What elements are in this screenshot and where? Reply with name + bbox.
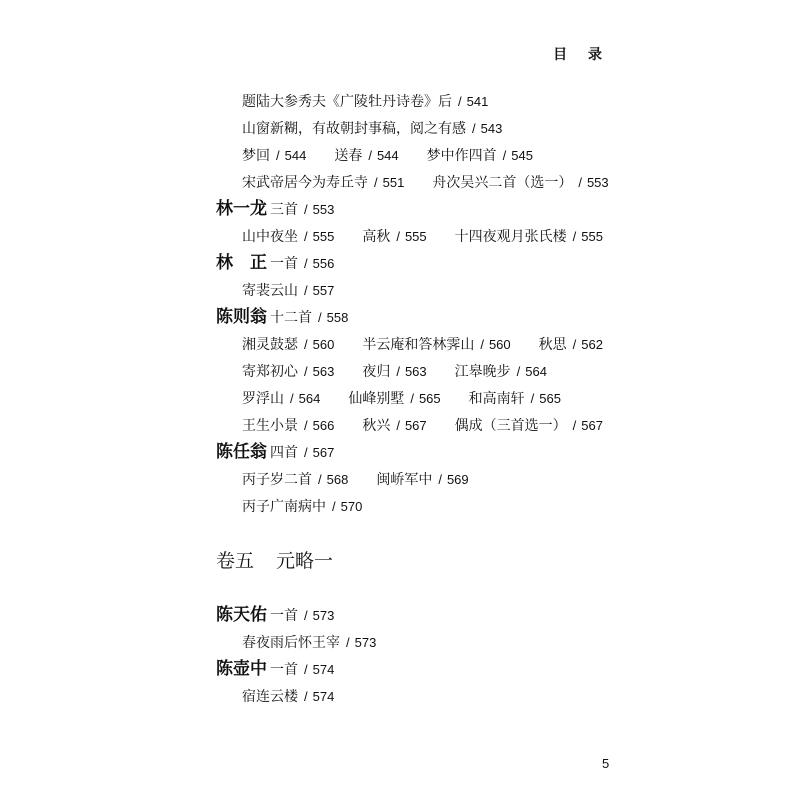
poem-entry [455, 412, 603, 440]
table-of-contents-upper [0, 88, 800, 520]
separator: / [304, 445, 308, 460]
separator: / [304, 364, 308, 379]
poet-name: 陈则翁 [216, 307, 267, 327]
entry-group [242, 466, 497, 494]
separator: / [304, 418, 308, 433]
poem-count: 一首 [270, 608, 298, 624]
separator: / [304, 337, 308, 352]
poem-entry [427, 142, 533, 170]
entry-group [242, 223, 631, 251]
poem-title: 山窗新糊，有故朝封事稿，阅之有感 [242, 121, 466, 137]
poet-name: 陈任翁 [216, 442, 267, 462]
entry-row [0, 223, 800, 250]
poem-title: 秋兴 [362, 418, 391, 434]
poem-title: 仙峰别墅 [348, 391, 405, 407]
page-ref: 567 [404, 418, 427, 433]
page-ref: 568 [326, 472, 349, 487]
separator: / [396, 418, 400, 433]
poem-entry [242, 629, 376, 657]
poem-title: 宿连云楼 [242, 689, 298, 705]
page-ref: 544 [376, 148, 399, 163]
poem-title: 舟次吴兴二首（选一） [432, 175, 573, 191]
running-head: 目 录 [553, 47, 610, 63]
page-ref: 541 [466, 94, 489, 109]
poem-entry [242, 385, 320, 413]
poet-poem-count [270, 602, 334, 630]
separator: / [516, 364, 521, 379]
entry-row [0, 412, 800, 439]
poem-title: 王生小景 [242, 418, 298, 434]
entry-row [0, 169, 800, 196]
separator: / [502, 148, 507, 163]
page-ref: 570 [340, 499, 363, 514]
poet-row [0, 250, 800, 277]
page-ref: 558 [326, 310, 349, 325]
poet-name: 陈天佑 [216, 605, 267, 625]
poem-title: 十四夜观月张氏楼 [454, 229, 567, 245]
separator: / [304, 256, 308, 271]
page-ref: 565 [418, 391, 441, 406]
poem-title: 寄裴云山 [242, 283, 298, 299]
entry-group [242, 88, 516, 116]
separator: / [458, 94, 462, 109]
poem-entry [432, 169, 608, 197]
page-ref: 553 [312, 202, 335, 217]
poem-title: 秋思 [538, 337, 567, 353]
poem-count: 一首 [270, 256, 298, 272]
poem-title: 闽峤军中 [376, 472, 433, 488]
separator: / [410, 391, 414, 406]
page-ref: 551 [382, 175, 405, 190]
page-ref: 564 [525, 364, 547, 379]
poet-name: 林一龙 [216, 199, 267, 219]
entry-row [0, 115, 800, 142]
poem-entry [242, 683, 334, 711]
table-of-contents-lower [0, 602, 800, 710]
separator: / [276, 148, 280, 163]
poem-entry [242, 142, 306, 170]
separator: / [572, 229, 577, 244]
poem-entry [334, 142, 398, 170]
entry-group [242, 412, 631, 440]
poem-entry [539, 331, 603, 359]
entry-row [0, 466, 800, 493]
poem-title: 丙子广南病中 [242, 499, 326, 515]
poet-poem-count [270, 196, 334, 224]
poem-entry [242, 169, 404, 197]
page-ref: 555 [404, 229, 427, 244]
poem-title: 山中夜坐 [242, 229, 298, 245]
page-ref: 573 [354, 635, 377, 650]
page-number: 5 [602, 756, 610, 771]
poet-poem-count [270, 250, 334, 278]
page-ref: 574 [312, 689, 335, 704]
poem-entry [242, 88, 488, 116]
poet-row [0, 304, 800, 331]
separator: / [318, 310, 322, 325]
poem-entry [362, 412, 426, 440]
poem-entry [469, 385, 561, 413]
poem-title: 湘灵鼓瑟 [242, 337, 298, 353]
poem-entry [362, 331, 510, 359]
poet-poem-count [270, 656, 334, 684]
separator: / [332, 499, 336, 514]
page-ref: 553 [586, 175, 609, 190]
page-ref: 555 [312, 229, 335, 244]
separator: / [304, 202, 308, 217]
poem-entry [376, 466, 468, 494]
page-ref: 567 [312, 445, 335, 460]
entry-group [242, 277, 362, 305]
page-ref: 544 [284, 148, 307, 163]
poem-count: 十二首 [270, 310, 312, 326]
poet-poem-count [270, 439, 334, 467]
separator: / [530, 391, 535, 406]
separator: / [572, 418, 577, 433]
page-ref: 565 [539, 391, 561, 406]
poem-title: 题陆大参秀夫《广陵牡丹诗卷》后 [242, 94, 452, 110]
poem-count: 一首 [270, 662, 298, 678]
poem-entry [348, 385, 440, 413]
page-ref: 556 [312, 256, 335, 271]
poem-entry [242, 466, 348, 494]
separator: / [396, 364, 400, 379]
poet-name: 林 正 [216, 253, 267, 273]
page-ref: 560 [312, 337, 335, 352]
entry-row [0, 358, 800, 385]
entry-row [0, 683, 800, 710]
poem-title: 丙子岁二首 [242, 472, 312, 488]
entry-row [0, 385, 800, 412]
separator: / [438, 472, 442, 487]
poem-title: 寄郑初心 [242, 364, 298, 380]
poem-title: 春夜雨后怀王宰 [242, 635, 340, 651]
poem-entry [242, 358, 334, 386]
poem-entry [242, 412, 334, 440]
poem-entry [242, 493, 362, 521]
poem-entry [455, 223, 603, 251]
poem-entry [362, 223, 426, 251]
page-ref: 555 [581, 229, 603, 244]
poet-row [0, 602, 800, 629]
poem-title: 梦回 [242, 148, 270, 164]
volume-name: 元略一 [276, 550, 334, 572]
separator: / [578, 175, 582, 190]
separator: / [304, 283, 308, 298]
entry-group [242, 169, 637, 197]
entry-group [242, 629, 404, 657]
entry-row [0, 142, 800, 169]
poet-row [0, 196, 800, 223]
volume-number: 卷五 [216, 550, 255, 572]
poem-title: 偶成（三首选一） [454, 418, 567, 434]
page-ref: 569 [446, 472, 469, 487]
separator: / [290, 391, 294, 406]
entry-group [242, 683, 362, 711]
page-ref: 563 [404, 364, 427, 379]
poem-entry [455, 358, 547, 386]
poem-entry [242, 331, 334, 359]
poem-entry [242, 277, 334, 305]
entry-group [242, 142, 561, 170]
poem-count: 四首 [270, 445, 298, 461]
separator: / [304, 229, 308, 244]
entry-row [0, 88, 800, 115]
poet-row [0, 439, 800, 466]
entry-group [242, 385, 589, 413]
poem-title: 江皋晚步 [454, 364, 511, 380]
page-ref: 567 [581, 418, 603, 433]
poem-title: 和高南轩 [468, 391, 525, 407]
poem-entry [242, 223, 334, 251]
entry-row [0, 277, 800, 304]
page-ref: 574 [312, 662, 335, 677]
entry-group [242, 358, 575, 386]
entry-row [0, 629, 800, 656]
separator: / [572, 337, 577, 352]
volume-heading [216, 546, 355, 573]
entry-row [0, 331, 800, 358]
poem-entry [242, 115, 502, 143]
entry-group [242, 331, 631, 359]
separator: / [480, 337, 484, 352]
poem-title: 梦中作四首 [426, 148, 497, 164]
poet-name: 陈壶中 [216, 659, 267, 679]
page-ref: 563 [312, 364, 335, 379]
poem-count: 三首 [270, 202, 298, 218]
entry-row [0, 493, 800, 520]
poem-title: 高秋 [362, 229, 391, 245]
separator: / [374, 175, 378, 190]
separator: / [304, 608, 308, 623]
poem-title: 半云庵和答林霁山 [362, 337, 475, 353]
poet-poem-count [270, 304, 348, 332]
separator: / [304, 662, 308, 677]
separator: / [396, 229, 400, 244]
separator: / [304, 689, 308, 704]
page-ref: 562 [581, 337, 603, 352]
page-ref: 557 [312, 283, 335, 298]
page-ref: 564 [298, 391, 321, 406]
poem-title: 罗浮山 [242, 391, 284, 407]
entry-group [242, 115, 530, 143]
poem-title: 宋武帝居今为寿丘寺 [242, 175, 368, 191]
poem-entry [362, 358, 426, 386]
poet-row [0, 656, 800, 683]
page-ref: 566 [312, 418, 335, 433]
poem-title: 夜归 [362, 364, 391, 380]
entry-group [242, 493, 390, 521]
page-ref: 545 [511, 148, 533, 163]
separator: / [318, 472, 322, 487]
separator: / [368, 148, 372, 163]
page-ref: 543 [480, 121, 503, 136]
page-ref: 560 [488, 337, 511, 352]
separator: / [346, 635, 350, 650]
page-ref: 573 [312, 608, 335, 623]
separator: / [472, 121, 476, 136]
poem-title: 送春 [334, 148, 363, 164]
